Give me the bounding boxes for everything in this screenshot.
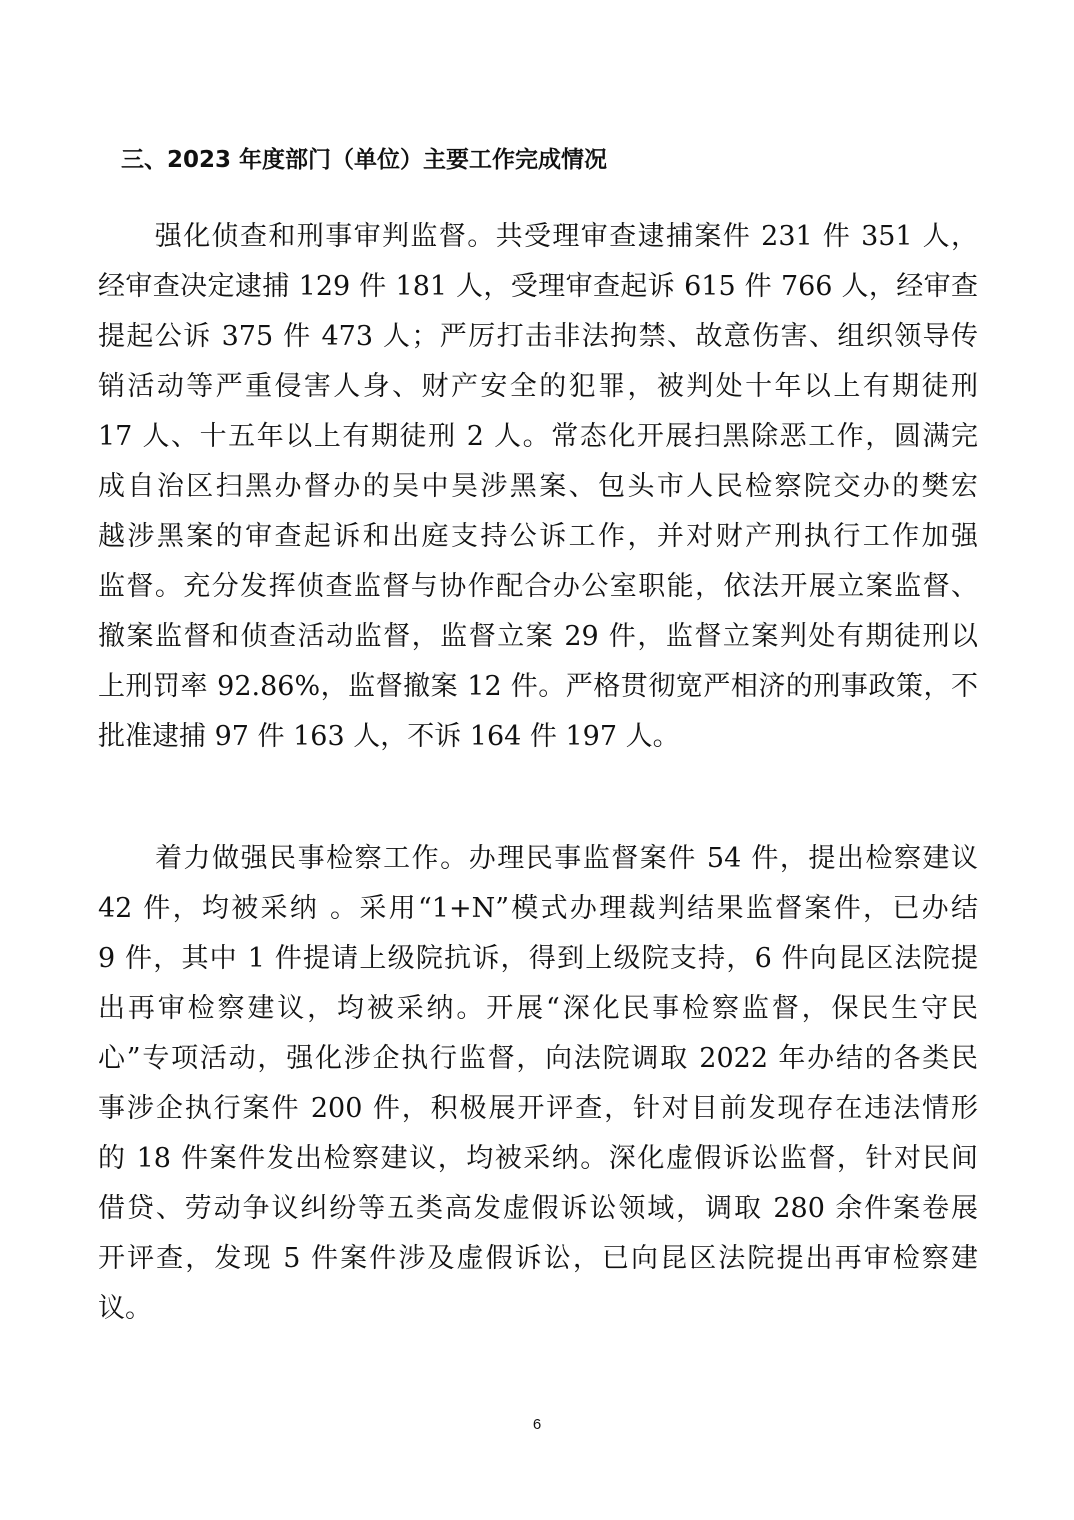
paragraph-line: 开评查，发现 5 件案件涉及虚假诉讼，已向昆区法院提出再审检察建: [98, 1243, 978, 1274]
paragraph-line: 心”专项活动，强化涉企执行监督，向法院调取 2022 年办结的各类民: [98, 1043, 978, 1074]
page-number: 6: [532, 1416, 542, 1433]
paragraph-line: 批准逮捕 97 件 163 人，不诉 164 件 197 人。: [98, 721, 680, 752]
paragraph-civil-prosecution: [98, 834, 978, 1334]
paragraph-line: 出再审检察建议，均被采纳。开展“深化民事检察监督，保民生守民: [98, 993, 978, 1024]
paragraph-line: 成自治区扫黑办督办的吴中昊涉黑案、包头市人民检察院交办的樊宏: [98, 471, 978, 502]
paragraph-line: 监督。充分发挥侦查监督与协作配合办公室职能，依法开展立案监督、: [98, 571, 978, 602]
paragraph-criminal-supervision: [98, 212, 978, 762]
section-heading: 三、2023 年度部门（单位）主要工作完成情况: [121, 147, 608, 173]
paragraph-line: 上刑罚率 92.86%，监督撤案 12 件。严格贯彻宽严相济的刑事政策，不: [98, 671, 978, 702]
paragraph-line: 撤案监督和侦查活动监督，监督立案 29 件，监督立案判处有期徒刑以: [98, 621, 978, 652]
paragraph-line: 42 件，均被采纳 。采用“1+N”模式办理裁判结果监督案件，已办结: [98, 893, 978, 924]
paragraph-line: 销活动等严重侵害人身、财产安全的犯罪，被判处十年以上有期徒刑: [98, 371, 978, 402]
paragraph-line: 强化侦查和刑事审判监督。共受理审查逮捕案件 231 件 351 人，: [98, 221, 978, 252]
paragraph-line: 17 人、十五年以上有期徒刑 2 人。常态化开展扫黑除恶工作，圆满完: [98, 421, 978, 452]
paragraph-line: 着力做强民事检察工作。办理民事监督案件 54 件，提出检察建议: [98, 843, 978, 874]
paragraph-line: 议。: [98, 1293, 152, 1324]
paragraph-line: 借贷、劳动争议纠纷等五类高发虚假诉讼领域，调取 280 余件案卷展: [98, 1193, 978, 1224]
paragraph-line: 提起公诉 375 件 473 人；严厉打击非法拘禁、故意伤害、组织领导传: [98, 321, 978, 352]
paragraph-line: 越涉黑案的审查起诉和出庭支持公诉工作，并对财产刑执行工作加强: [98, 521, 978, 552]
paragraph-line: 事涉企执行案件 200 件，积极展开评查，针对目前发现存在违法情形: [98, 1093, 978, 1124]
paragraph-line: 9 件，其中 1 件提请上级院抗诉，得到上级院支持，6 件向昆区法院提: [98, 943, 978, 974]
paragraph-line: 经审查决定逮捕 129 件 181 人，受理审查起诉 615 件 766 人，经审查: [98, 271, 978, 302]
paragraph-line: 的 18 件案件发出检察建议，均被采纳。深化虚假诉讼监督，针对民间: [98, 1143, 978, 1174]
